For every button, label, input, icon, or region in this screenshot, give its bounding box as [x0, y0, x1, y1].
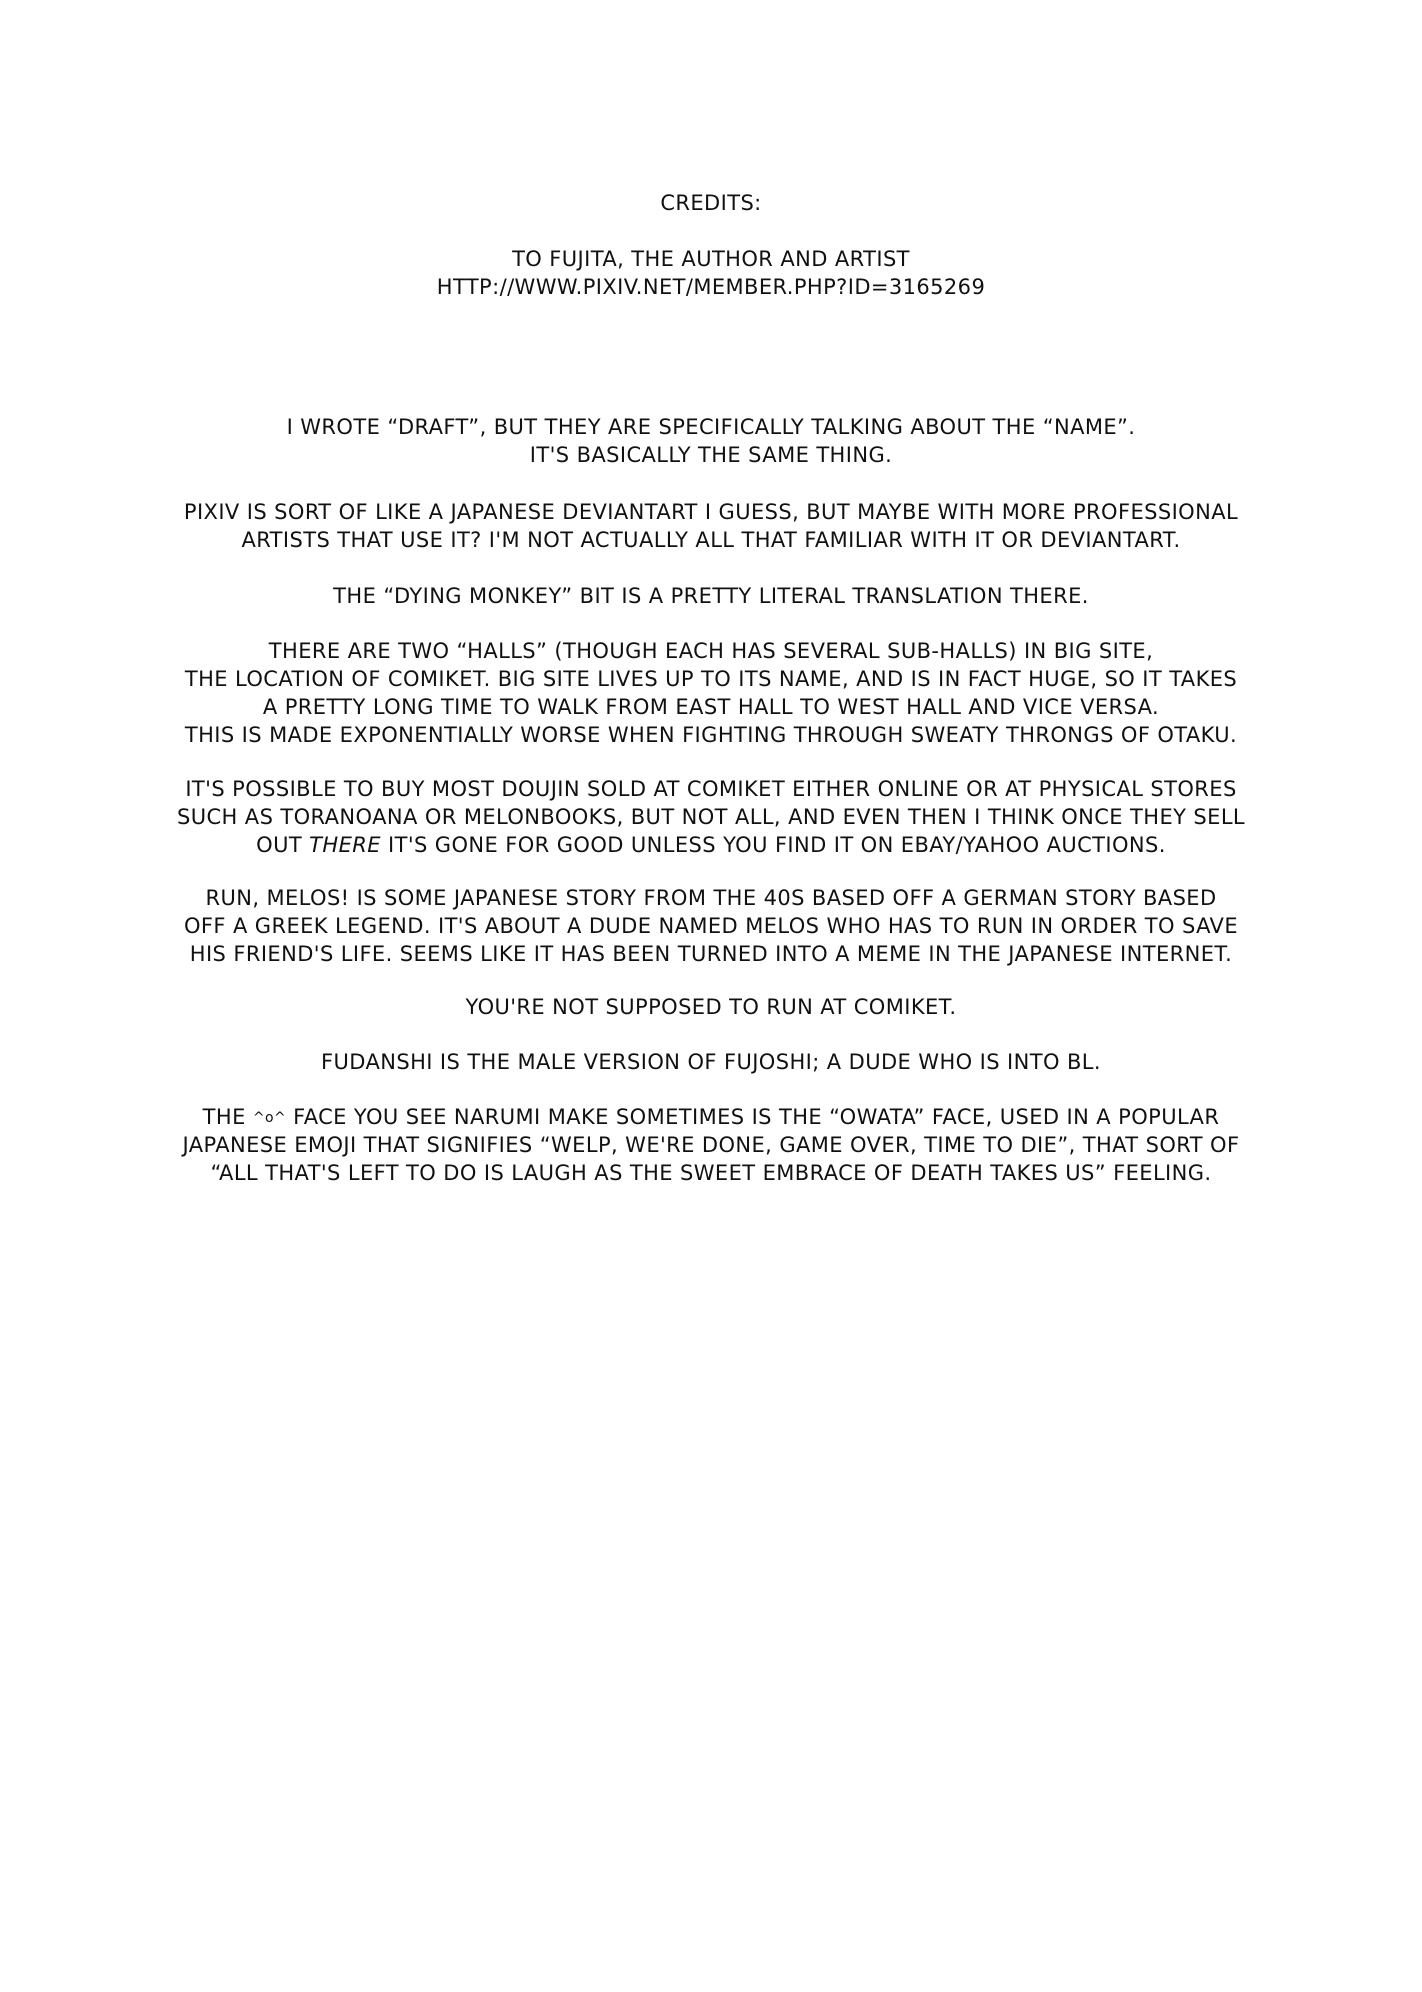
note-line: THIS IS MADE EXPONENTIALLY WORSE WHEN FIGHTING THROUGH SWEATY THRONGS OF OTAKU.: [184, 723, 1238, 747]
note-line: IT'S POSSIBLE TO BUY MOST DOUJIN SOLD AT COMIKET EITHER ONLINE OR AT PHYSICAL STORES: [185, 777, 1237, 801]
note-text: FACE YOU SEE NARUMI MAKE SOMETIMES IS THE “OWATA” FACE, USED IN A POPULAR: [286, 1105, 1220, 1129]
note-dying-monkey: [0, 582, 1422, 610]
credits-section: [0, 189, 1422, 301]
note-line: IT'S BASICALLY THE SAME THING.: [529, 443, 893, 467]
note-line: “ALL THAT'S LEFT TO DO IS LAUGH AS THE SWEET EMBRACE OF DEATH TAKES US” FEELING.: [210, 1161, 1212, 1185]
note-line: YOU'RE NOT SUPPOSED TO RUN AT COMIKET.: [465, 995, 957, 1019]
note-no-running: [0, 993, 1422, 1021]
note-run-melos: [0, 884, 1422, 968]
note-doujin: [0, 775, 1422, 859]
note-line: ARTISTS THAT USE IT? I'M NOT ACTUALLY ALL THAT FAMILIAR WITH IT OR DEVIANTART.: [241, 528, 1181, 552]
note-text: IT'S GONE FOR GOOD UNLESS YOU FIND IT ON EBAY/YAHOO AUCTIONS.: [380, 833, 1166, 857]
note-fudanshi: [0, 1048, 1422, 1076]
owata-face: ^o^: [252, 1110, 287, 1126]
note-line: I WROTE “DRAFT”, BUT THEY ARE SPECIFICALLY TALKING ABOUT THE “NAME”.: [286, 415, 1136, 439]
credits-url: HTTP://WWW.PIXIV.NET/MEMBER.PHP?ID=3165269: [436, 275, 986, 299]
note-line: THERE ARE TWO “HALLS” (THOUGH EACH HAS SEVERAL SUB-HALLS) IN BIG SITE,: [268, 639, 1154, 663]
note-owata: [0, 1103, 1422, 1187]
note-line: [0, 1103, 1422, 1131]
credits-author: TO FUJITA, THE AUTHOR AND ARTIST: [512, 247, 910, 271]
note-halls: [0, 637, 1422, 749]
note-line: JAPANESE EMOJI THAT SIGNIFIES “WELP, WE'RE DONE, GAME OVER, TIME TO DIE”, THAT SORT OF: [182, 1133, 1240, 1157]
note-line: THE LOCATION OF COMIKET. BIG SITE LIVES UP TO ITS NAME, AND IS IN FACT HUGE, SO IT TAKES: [184, 667, 1238, 691]
note-line: HIS FRIEND'S LIFE. SEEMS LIKE IT HAS BEEN TURNED INTO A MEME IN THE JAPANESE INTERNET.: [189, 942, 1233, 966]
emphasized-word: THERE: [309, 833, 381, 857]
note-text: OUT: [256, 833, 310, 857]
note-line: FUDANSHI IS THE MALE VERSION OF FUJOSHI; A DUDE WHO IS INTO BL.: [321, 1050, 1101, 1074]
credits-spacer: [0, 217, 1422, 245]
note-draft: [0, 413, 1422, 469]
note-line: RUN, MELOS! IS SOME JAPANESE STORY FROM THE 40S BASED OFF A GERMAN STORY BASED: [205, 886, 1217, 910]
credits-heading: CREDITS:: [660, 191, 762, 215]
note-line: SUCH AS TORANOANA OR MELONBOOKS, BUT NOT ALL, AND EVEN THEN I THINK ONCE THEY SELL: [176, 805, 1246, 829]
note-line: A PRETTY LONG TIME TO WALK FROM EAST HALL TO WEST HALL AND VICE VERSA.: [262, 695, 1160, 719]
note-pixiv: [0, 498, 1422, 554]
note-line: [0, 831, 1422, 859]
note-line: OFF A GREEK LEGEND. IT'S ABOUT A DUDE NAMED MELOS WHO HAS TO RUN IN ORDER TO SAVE: [184, 914, 1238, 938]
note-text: THE: [202, 1105, 253, 1129]
note-line: PIXIV IS SORT OF LIKE A JAPANESE DEVIANTART I GUESS, BUT MAYBE WITH MORE PROFESSIONAL: [183, 500, 1239, 524]
note-line: THE “DYING MONKEY” BIT IS A PRETTY LITERAL TRANSLATION THERE.: [333, 584, 1089, 608]
